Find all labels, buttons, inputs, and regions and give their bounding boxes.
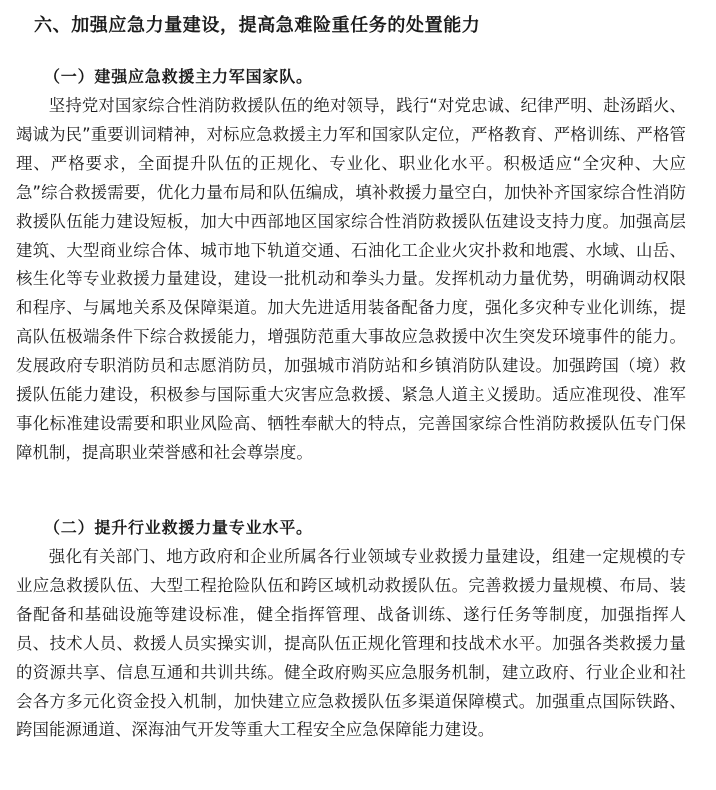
section-paragraph-1: 坚持党对国家综合性消防救援队伍的绝对领导，践行“对党忠诚、纪律严明、赴汤蹈火、竭诚为民”重要训词精神，对标应急救援主力军和国家队定位，严格教育、严格训练、严格管理、严格要求，全面提升队伍的正规化、专业化、职业化水平。积极适应“全灾种、大应急”综合救援需要，优化力量布局和队伍编成，填补救援力量空白，加快补齐国家综合性消防救援队伍能力建设短板，加大中西部地区国家综合性消防救援队伍建设支持力度。加强高层建筑、大型商业综合体、城市地下轨道交通、石油化工企业火灾扑救和地震、水域、山岳、核生化等专业救援力量建设，建设一批机动和拳头力量。发挥机动力量优势，明确调动权限和程序、与属地关系及保障渠道。加大先进适用装备配备力度，强化多灾种专业化训练，提高队伍极端条件下综合救援能力，增强防范重大事故应急救援中次生突发环境事件的能力。发展政府专职消防员和志愿消防员，加强城市消防站和乡镇消防队建设。加强跨国（境）救援队伍能力建设，积极参与国际重大灾害应急救援、紧急人道主义援助。适应准现役、准军事化标准建设需要和职业风险高、牺牲奉献大的特点，完善国家综合性消防救援队伍专门保障机制，提高职业荣誉感和社会尊崇度。	[16, 96, 686, 462]
chapter-heading: 六、加强应急力量建设，提高急难险重任务的处置能力	[34, 15, 481, 36]
section-paragraph-2: 强化有关部门、地方政府和企业所属各行业领域专业救援力量建设，组建一定规模的专业应急救援队伍、大型工程抢险队伍和跨区域机动救援队伍。完善救援力量规模、布局、装备配备和基础设施等建设标准，健全指挥管理、战备训练、遂行任务等制度，加强指挥人员、技术人员、救援人员实操实训，提高队伍正规化管理和技战术水平。加强各类救援力量的资源共享、信息互通和共训共练。健全政府购买应急服务机制，建立政府、行业企业和社会各方多元化资金投入机制，加快建立应急救援队伍多渠道保障模式。加强重点国际铁路、跨国能源通道、深海油气开发等重大工程安全应急保障能力建设。	[16, 547, 686, 740]
section-heading-2: （二）提升行业救援力量专业水平。	[44, 518, 313, 537]
section-heading-1: （一）建强应急救援主力军国家队。	[44, 67, 313, 86]
